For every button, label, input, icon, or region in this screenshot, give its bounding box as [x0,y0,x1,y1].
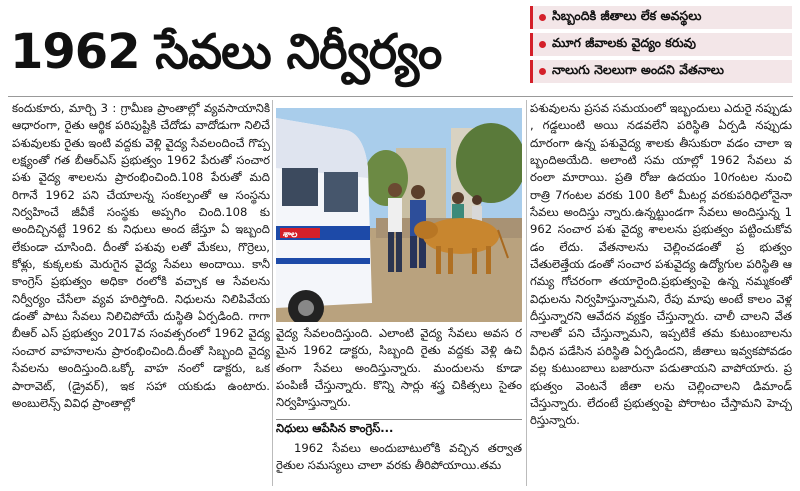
subheading: నిధులు ఆపేసిన కాంగ్రెస్... [276,421,394,435]
column-2b-text: 1962 సేవలు అందుబాటులోకి వచ్చిన తర్వాత రైతుల సమస్యలు చాలా వరకు తీరిపోయాయి.తమ [276,441,522,473]
highlight-text: నాలుగు నెలలుగా అందని వేతనాలు [552,62,724,77]
article-photo [276,108,522,322]
column-2-text: వైద్య సేవలందిస్తుంది. ఎలాంటి వైద్య సేవలు అవస రమైన 1962 డాక్టరు, సిబ్బంది రైతు వద్దకు వెళ్లి ఉచి తంగా సేవలు అందిస్తున్నారు. మందులను కూడా పంపిణీ చేస్తున్నారు. కొన్ని సార్లు శస్త్ర చికిత్సలు సైతం నిర్వహిస్తున్నారు. [276,326,522,410]
bullet-dot-icon [539,41,546,48]
bullet-dot-icon [539,14,546,21]
ambulance-label: శాల [283,230,298,240]
highlight-item [530,33,792,56]
article-column-2 [276,325,522,417]
headline-divider [8,96,793,97]
highlight-text: మూగ జీవాలకు వైద్యం కరువు [552,35,697,50]
article-column-3 [530,100,792,486]
highlight-item [530,60,792,83]
veterinary-ambulance-photo [276,108,522,322]
column-divider [526,100,527,486]
column-3-text: పశువులను ప్రసవ సమయంలో ఇబ్బందులు ఎదురై నప్పుడు , గడ్డలుంటి అయి నడవలేని పరిస్థితి ఏర్పడి నప్పుడు దూరంగా ఉన్న పశువైద్య శాలకు తీసుకురా వడం చాలా ఇ బ్బందిఅయేది. అలాంటి సమ యాల్లో 1962 సేవలు వరంలా మారాయి. ప్రతి రోజు ఉదయం 10గంటల నుంచి రాత్రి 7గంటల వరకు 100 కిలో మీటర్ల వరకుపరిధిలోనైనా సేవలు అందిస్తు న్నారు.ఉన్నట్టుండగా సేవలు అందిస్తున్న 1962 సంచార పశు వైద్య శాలలను ప్రభుత్వం పట్టించుకోవడం లేదు. వేతనాలను చెల్లించడంతో ప్ర భుత్వం చేతులెత్తేయ డంతో సంచార పశువైద్య ఉద్యోగుల పరిస్థితి ఆగమ్య గోచరంగా తయారైంది.ప్రభుత్వంపై ఉన్న నమ్మకంతో విధులను నిర్వహిస్తున్నామని, రేపు మాపు అంటే కాలం వెళ్లదీస్తున్నారని ఆవేదన వ్యక్తం చేస్తున్నారు. చాలీ చాలని వేతనాలతో పని చేస్తున్నామని, ఇప్పటికే తమ కుటుంబాలను వీధిన పడేసిన పరిస్థితి ఏర్పడిందని, జీతాలు ఇవ్వకపోవడం వల్ల కుటుంబాలు బజారునా పడుతాయని వాపోయారు. ప్ర భుత్వం వెంటనే జీతా లను చెల్లించాలని డిమాండ్ చేస్తున్నారు. లేదంటే ప్రభుత్వంపై పోరాటం చేస్తామని హెచ్చరిస్తున్నారు. [530,101,792,428]
highlights-list [530,6,792,87]
article-column-1 [12,100,270,486]
column-1-text: కందుకూరు, మార్చి 3 : గ్రామీణ ప్రాంతాల్లో వ్యవసాయానికి ఆధారంగా, రైతు ఆర్థిక పరిపుష్టికి చేదోడు వాదోడుగా నిలిచే పశువులకు రైతు ఇంటి వద్దకు వెళ్లి వైద్య సేవలందించే గొప్ప లక్ష్యంతో గత బీఆర్ఎస్ ప్రభుత్వం 1962 పేరుతో సంచార పశు వైద్య శాలలను ప్రారంభించింది.108 పేరుతో మది రిగానే 1962 పని చేయాలన్న సంకల్పంతో ఆ సంస్థను నిర్వహించే జీవీకే సంస్థకు అప్పగిం చింది.108 కు అందిచ్చినట్టే 1962 కు నిధులు అంద జేస్తూ ఏ ఇబ్బంది లేకుండా చూసింది. దీంతో పశువు లతో మేకలు, గొర్రెలు, కోళ్లు, కుక్కలకు మెరుగైన వైద్య సేవలు అందాయి. కానీ కాంగ్రెస్ ప్రభుత్వం అధికా రంలోకి వచ్చాక ఆ సేవలను నిర్వీర్యం చేసేలా వ్యవ హరిస్తోంది. నిధులను నిలిపివేయడంతో పాటు సేవలు నిలిచిపోయే దుస్థితి ఏర్పడింది. గాగా బీఆర్ ఎస్ ప్రభుత్వం 2017వ సంవత్సరంలో 1962 వైద్య సంచార వాహనాలను ప్రారంభించింది.దీంతో సిబ్బంది వైద్య సేవలను అందిస్తుంది.ఒక్కో వాహ నంలో డాక్టరు, ఒక పారావెట్, (డ్రైవర్), ఇక సహా యకుడు ఉంటారు. అంబులెన్స్ వివిధ ప్రాంతాల్లో [12,101,270,410]
highlight-text: సిబ్బందికి జీతాలు లేక అవస్థలు [552,8,702,23]
bullet-dot-icon [539,68,546,75]
article-column-2b [276,440,522,486]
highlight-item [530,6,792,29]
headline: 1962 సేవలు నిర్వీర్యం [10,24,442,80]
column-divider [272,100,273,486]
